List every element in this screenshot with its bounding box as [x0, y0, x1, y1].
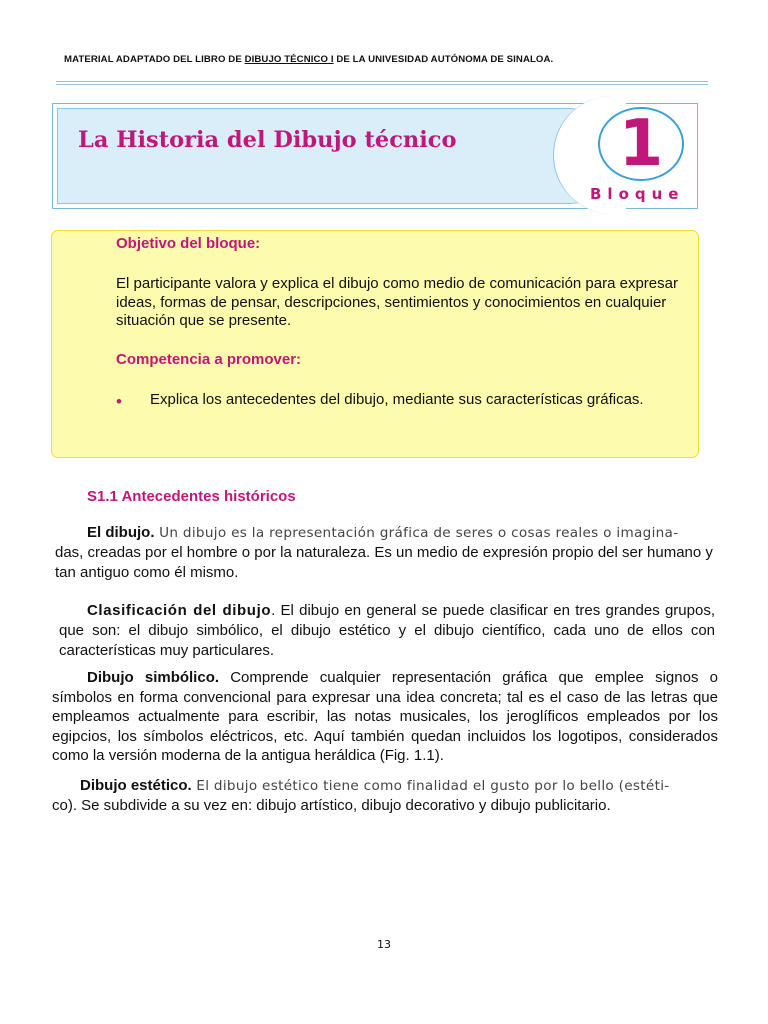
- header-book-title: DIBUJO TÉCNICO I: [244, 54, 334, 65]
- paragraph-light-text: El dibujo estético tiene como finalidad el gusto por lo bello (estéti-: [191, 778, 670, 794]
- objective-text: El participante valora y explica el dibujo como medio de comunicación para expresar ideas, formas de pensar, descripciones, sentimientos y conocimientos en cualquier situación que se presente.: [116, 275, 678, 329]
- header-suffix: DE LA UNIVESIDAD AUTÓNOMA DE SINALOA.: [333, 54, 554, 65]
- title-panel: [57, 108, 617, 204]
- objective-box: [51, 230, 699, 458]
- paragraph-light-text: Un dibujo es la representación gráfica de seres o cosas reales o imagina-: [154, 525, 679, 541]
- paragraph-text: . El dibujo en general se puede clasificar en tres grandes grupos, que son: el dibujo simbólico, el dibujo estético y el dibujo científico, cada uno de ellos con características muy particulares.: [59, 602, 715, 659]
- paragraph-lead: Clasificación del dibujo: [87, 602, 272, 619]
- paragraph-text: co). Se subdivide a su vez en: dibujo artístico, dibujo decorativo y dibujo publicitario.: [52, 797, 611, 814]
- header-rule-bottom: [56, 84, 708, 85]
- paragraph-lead: Dibujo estético.: [80, 777, 192, 794]
- paragraph-dibujo-simbolico: [52, 668, 718, 766]
- objective-heading: Objetivo del bloque:: [116, 235, 261, 252]
- block-number: 1: [618, 107, 664, 181]
- paragraph-text: Comprende cualquier representación gráfica que emplee signos o símbolos en forma convencional para expresar una idea concreta; tal es el caso de las letras que empleamos actualmente para escribir, las notas musicales, los jeroglíficos empleados por los egipcios, los símbolos eléctricos, etc. Aquí también quedan incluidos los logotipos, considerados como la versión moderna de la antigua heráldica (Fig. 1.1).: [52, 669, 718, 764]
- block-label: Bloque: [590, 185, 685, 203]
- bullet-icon: •: [116, 392, 122, 411]
- paragraph-text: das, creadas por el hombre o por la naturaleza. Es un medio de expresión propio del ser humano y tan antiguo como él mismo.: [55, 544, 713, 581]
- chapter-title: La Historia del Dibujo técnico: [78, 127, 457, 153]
- paragraph-lead: El dibujo.: [87, 524, 155, 541]
- paragraph-lead: Dibujo simbólico.: [87, 669, 220, 686]
- section-heading: S1.1 Antecedentes históricos: [87, 488, 296, 505]
- competence-item: Explica los antecedentes del dibujo, mediante sus características gráficas.: [150, 391, 644, 408]
- header-rule-top: [56, 81, 708, 82]
- page-number: 13: [377, 938, 391, 951]
- competence-heading: Competencia a promover:: [116, 351, 302, 368]
- header-prefix: MATERIAL ADAPTADO DEL LIBRO DE: [64, 54, 245, 65]
- paragraph-el-dibujo: [55, 523, 719, 583]
- paragraph-dibujo-estetico: [52, 776, 716, 816]
- paragraph-clasificacion: [59, 601, 715, 661]
- document-header: [64, 54, 664, 65]
